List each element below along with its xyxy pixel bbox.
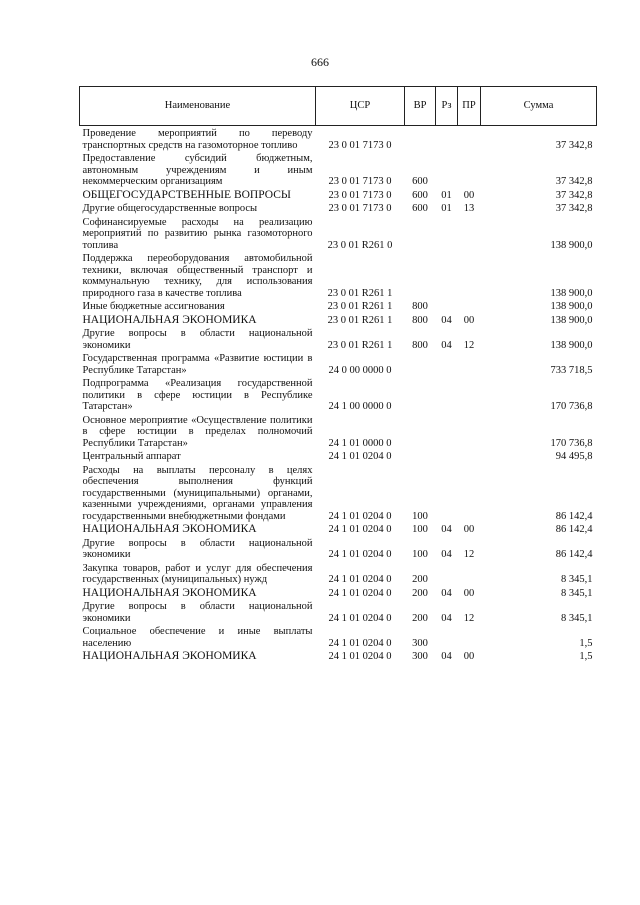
row-vr	[405, 126, 436, 154]
row-sum: 8 345,1	[561, 587, 593, 599]
row-vr: 100	[412, 524, 428, 535]
row-vr: 200	[412, 574, 428, 585]
row-csr: 23 0 01 R261 1	[327, 287, 393, 299]
row-csr: 23 0 01 R261 1	[327, 301, 393, 312]
row-vr: 200	[412, 587, 428, 599]
row-vr: 200	[412, 612, 428, 624]
row-name: Основное мероприятие «Осуществление политики в сфере юстиции в пределах полномочий Республики Татарстан»	[82, 414, 313, 449]
row-sum: 37 342,8	[555, 189, 593, 201]
row-csr: 24 1 01 0204 0	[328, 549, 392, 560]
row-pr	[458, 126, 481, 154]
row-csr: 24 1 01 0204 0	[328, 510, 392, 522]
row-rz	[436, 217, 458, 254]
table-row	[80, 190, 597, 204]
header-rz: Рз	[436, 87, 458, 126]
table-row	[80, 253, 597, 301]
row-rz: 01	[441, 203, 452, 214]
table-row	[80, 301, 597, 315]
row-pr	[458, 415, 481, 452]
row-name: Софинансируемые расходы на реализацию мероприятий по развитию рынка газомоторного топлива	[82, 216, 313, 251]
row-vr: 600	[412, 203, 428, 214]
row-vr: 800	[412, 339, 428, 351]
row-sum: 138 900,0	[550, 287, 593, 299]
row-vr: 800	[412, 314, 428, 326]
row-pr	[458, 301, 481, 315]
row-pr	[458, 451, 481, 465]
row-csr: 24 1 01 0204 0	[328, 451, 392, 462]
row-pr	[458, 217, 481, 254]
row-pr	[458, 626, 481, 651]
row-pr: 00	[463, 651, 475, 662]
table-row	[80, 153, 597, 190]
row-pr: 00	[463, 587, 475, 599]
row-rz	[436, 301, 458, 315]
row-vr	[405, 451, 436, 465]
row-rz	[436, 378, 458, 415]
table-row	[80, 538, 597, 563]
row-rz	[436, 153, 458, 190]
row-vr: 300	[412, 651, 428, 662]
row-name: Центральный аппарат	[82, 451, 181, 462]
row-name: Социальное обеспечение и иные выплаты населению	[82, 626, 313, 649]
row-vr	[405, 353, 436, 378]
row-csr: 23 0 01 R261 0	[327, 239, 393, 251]
row-csr: 24 1 01 0204 0	[328, 651, 392, 662]
row-sum: 86 142,4	[555, 524, 593, 535]
row-vr: 100	[412, 510, 428, 522]
row-name: НАЦИОНАЛЬНАЯ ЭКОНОМИКА	[82, 650, 257, 662]
row-pr: 12	[463, 339, 475, 351]
row-name: Подпрограмма «Реализация государственной политики в сфере юстиции в Республике Татарстан»	[82, 378, 313, 412]
header-row	[80, 87, 597, 126]
header-sum: Сумма	[481, 87, 597, 126]
header-pr: ПР	[458, 87, 481, 126]
row-csr: 23 0 01 7173 0	[328, 176, 392, 187]
row-name: Проведение мероприятий по переводу транспортных средств на газомоторное топливо	[82, 128, 313, 151]
row-csr: 24 0 00 0000 0	[328, 364, 392, 376]
row-csr: 24 1 00 0000 0	[328, 401, 392, 412]
row-name: Другие вопросы в области национальной экономики	[82, 601, 313, 624]
page-number: 666	[311, 55, 329, 69]
row-sum: 138 900,0	[550, 239, 593, 251]
table-row	[80, 126, 597, 154]
row-csr: 23 0 01 7173 0	[328, 189, 392, 201]
row-sum: 86 142,4	[555, 549, 593, 560]
row-sum: 138 900,0	[550, 301, 593, 312]
row-pr	[458, 465, 481, 525]
row-pr	[458, 563, 481, 588]
table-row	[80, 626, 597, 651]
row-csr: 23 0 01 R261 1	[327, 339, 393, 351]
row-vr	[405, 378, 436, 415]
table-row	[80, 451, 597, 465]
row-rz	[436, 626, 458, 651]
row-name: Закупка товаров, работ и услуг для обеспечения государственных (муниципальных) нужд	[82, 562, 313, 585]
row-rz: 01	[441, 189, 452, 201]
row-rz: 04	[441, 587, 452, 599]
row-sum: 733 718,5	[550, 364, 593, 376]
row-sum: 8 345,1	[561, 612, 593, 624]
row-vr: 300	[412, 637, 428, 649]
row-csr: 23 0 01 R261 1	[327, 314, 393, 326]
row-name: Предоставление субсидий бюджетным, автономным учреждениям и иным некоммерческим организациям	[82, 153, 313, 187]
row-sum: 170 736,8	[550, 437, 593, 449]
header-name: Наименование	[80, 87, 316, 126]
table-row	[80, 465, 597, 525]
header-csr: ЦСР	[316, 87, 405, 126]
row-rz	[436, 126, 458, 154]
table-row	[80, 217, 597, 254]
row-name: НАЦИОНАЛЬНАЯ ЭКОНОМИКА	[82, 586, 257, 599]
table-row	[80, 601, 597, 626]
header-vr: ВР	[405, 87, 436, 126]
row-sum: 37 342,8	[555, 203, 593, 214]
row-pr: 00	[463, 189, 475, 201]
table-row	[80, 415, 597, 452]
row-sum: 1,5	[579, 651, 593, 662]
row-rz: 04	[441, 612, 452, 624]
row-rz	[436, 253, 458, 301]
table-row	[80, 378, 597, 415]
row-name: Поддержка переоборудования автомобильной техники, включая общественный транспорт и коммунальную технику, для использования природного газа в качестве топлива	[82, 253, 313, 299]
row-rz	[436, 465, 458, 525]
row-csr: 24 1 01 0000 0	[328, 437, 392, 449]
row-name: Иные бюджетные ассигнования	[82, 301, 225, 312]
row-sum: 138 900,0	[550, 339, 593, 351]
row-rz: 04	[441, 524, 452, 535]
row-csr: 23 0 01 7173 0	[328, 139, 392, 151]
row-vr	[405, 253, 436, 301]
row-vr	[405, 415, 436, 452]
row-name: Расходы на выплаты персоналу в целях обеспечения выполнения функций государственными (муниципальными) органами, казенными учреждениями, органами управления государственными внебюджетными фондами	[82, 464, 313, 522]
row-sum: 37 342,8	[555, 139, 593, 151]
row-vr: 100	[412, 549, 428, 560]
table-row	[80, 353, 597, 378]
row-csr: 24 1 01 0204 0	[328, 574, 392, 585]
table-row	[80, 563, 597, 588]
row-name: Другие общегосударственные вопросы	[82, 203, 258, 214]
row-sum: 94 495,8	[555, 451, 593, 462]
table-row	[80, 315, 597, 329]
row-vr: 600	[412, 189, 428, 201]
row-rz: 04	[441, 549, 452, 560]
row-name: Государственная программа «Развитие юстиции в Республике Татарстан»	[82, 353, 313, 376]
row-name: НАЦИОНАЛЬНАЯ ЭКОНОМИКА	[82, 313, 257, 326]
row-pr	[458, 378, 481, 415]
row-name: Другие вопросы в области национальной экономики	[82, 328, 313, 351]
table-row	[80, 588, 597, 602]
row-sum: 170 736,8	[550, 401, 593, 412]
row-sum: 86 142,4	[555, 510, 593, 522]
row-csr: 24 1 01 0204 0	[328, 587, 392, 599]
row-name: ОБЩЕГОСУДАРСТВЕННЫЕ ВОПРОСЫ	[82, 188, 291, 201]
row-pr: 12	[463, 549, 475, 560]
table-header	[80, 87, 597, 126]
row-sum: 1,5	[579, 637, 593, 649]
table-row	[80, 203, 597, 217]
row-rz	[436, 353, 458, 378]
row-name: Другие вопросы в области национальной экономики	[82, 537, 313, 560]
budget-table	[79, 86, 597, 665]
row-pr: 00	[463, 524, 475, 535]
table-row	[80, 651, 597, 665]
row-rz	[436, 415, 458, 452]
row-vr	[405, 217, 436, 254]
table-row	[80, 328, 597, 353]
row-rz: 04	[441, 651, 452, 662]
row-pr: 13	[463, 203, 475, 214]
row-vr: 600	[412, 176, 428, 187]
row-rz	[436, 563, 458, 588]
row-sum: 138 900,0	[550, 314, 593, 326]
row-pr	[458, 353, 481, 378]
row-pr: 12	[463, 612, 475, 624]
row-pr	[458, 253, 481, 301]
row-csr: 23 0 01 7173 0	[328, 203, 392, 214]
row-name: НАЦИОНАЛЬНАЯ ЭКОНОМИКА	[82, 523, 257, 535]
row-csr: 24 1 01 0204 0	[328, 612, 392, 624]
table-body	[80, 126, 597, 665]
row-sum: 8 345,1	[561, 574, 593, 585]
row-rz	[436, 451, 458, 465]
row-csr: 24 1 01 0204 0	[328, 524, 392, 535]
table-row	[80, 524, 597, 538]
row-vr: 800	[412, 301, 428, 312]
row-rz: 04	[441, 339, 452, 351]
row-sum: 37 342,8	[555, 176, 593, 187]
row-pr	[458, 153, 481, 190]
row-csr: 24 1 01 0204 0	[328, 637, 392, 649]
row-rz: 04	[441, 314, 452, 326]
row-pr: 00	[463, 314, 475, 326]
